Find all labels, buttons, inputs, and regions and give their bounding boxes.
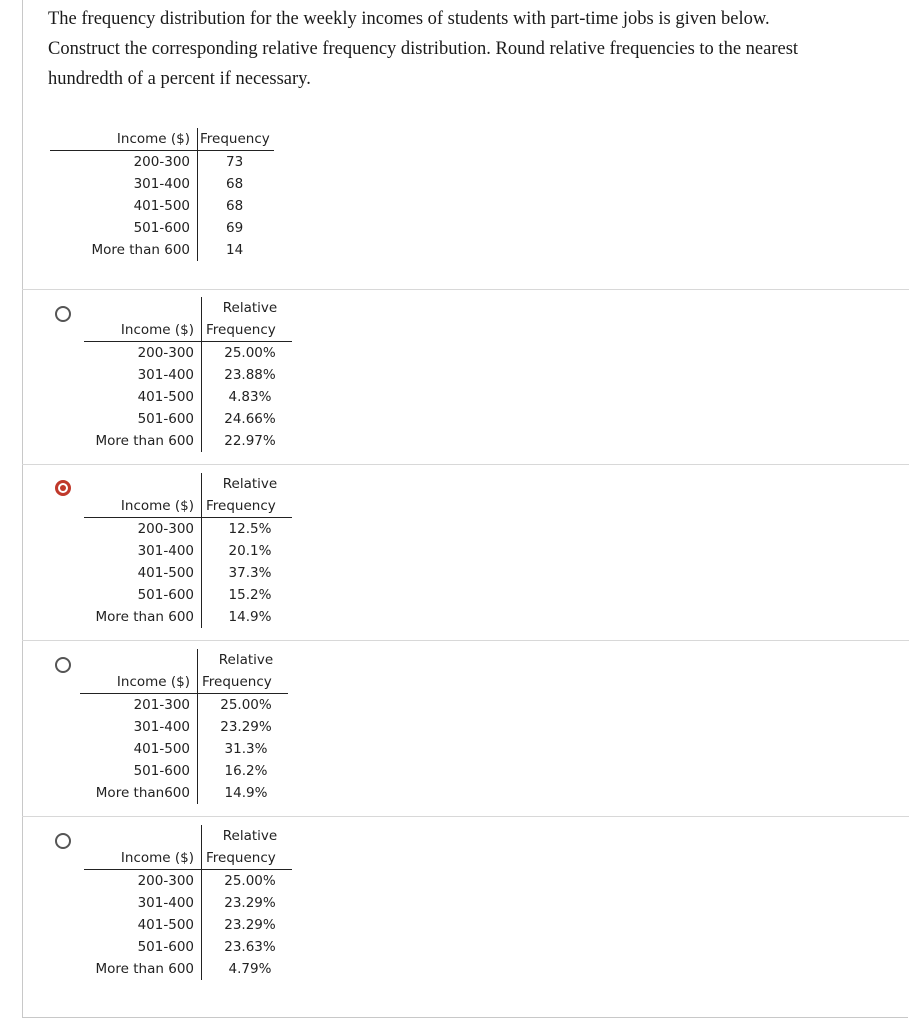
income-cell: 401-500	[84, 914, 202, 936]
relative-frequency-cell: 14.9%	[228, 609, 272, 625]
relative-frequency-cell: 15.2%	[228, 587, 272, 603]
table-row	[84, 892, 292, 914]
income-cell: 301-400	[84, 364, 202, 386]
relative-header: Relative	[222, 828, 278, 844]
relative-header: Relative	[218, 652, 274, 668]
income-cell: 401-500	[84, 386, 202, 408]
option-d-table[interactable]	[84, 825, 292, 980]
income-cell: 200-300	[50, 151, 198, 174]
header-spacer	[84, 825, 202, 847]
relative-frequency-cell: 23.29%	[220, 719, 272, 735]
table-row	[84, 386, 292, 408]
relative-frequency-cell: 37.3%	[228, 565, 272, 581]
table-row	[50, 151, 274, 174]
frequency-header: Frequency	[202, 847, 293, 870]
question-line-2: Construct the corresponding relative frequency distribution. Round relative frequencies to the nearest	[48, 39, 799, 59]
income-cell: 501-600	[84, 584, 202, 606]
relative-frequency-cell: 25.00%	[224, 345, 276, 361]
header-spacer	[84, 297, 202, 319]
option-c-table[interactable]	[80, 649, 288, 804]
frequency-header: Frequency	[198, 671, 289, 694]
divider	[22, 816, 909, 817]
table-row	[50, 239, 274, 261]
frequency-header: Frequency	[202, 319, 293, 342]
table-row	[84, 606, 292, 628]
option-a-table[interactable]	[84, 297, 292, 452]
frequency-cell: 14	[226, 242, 244, 258]
table-row	[50, 217, 274, 239]
relative-frequency-cell: 25.00%	[220, 697, 272, 713]
income-cell: More than 600	[84, 958, 202, 980]
income-cell: 200-300	[84, 518, 202, 541]
table-row	[84, 408, 292, 430]
income-header: Income ($)	[50, 128, 198, 151]
income-header: Income ($)	[80, 671, 198, 694]
income-cell: 301-400	[50, 173, 198, 195]
income-cell: 301-400	[84, 892, 202, 914]
option-b-table[interactable]	[84, 473, 292, 628]
relative-frequency-cell: 16.2%	[224, 763, 268, 779]
table-row	[84, 430, 292, 452]
income-cell: 201-300	[80, 694, 198, 717]
frequency-header: Frequency	[202, 495, 293, 518]
table-row	[50, 195, 274, 217]
income-cell: More than 600	[84, 606, 202, 628]
relative-frequency-cell: 24.66%	[224, 411, 276, 427]
question-prompt	[48, 4, 898, 94]
table-row	[84, 870, 292, 893]
income-cell: More than600	[80, 782, 198, 804]
table-row	[80, 716, 288, 738]
relative-frequency-cell: 12.5%	[228, 521, 272, 537]
relative-frequency-cell: 20.1%	[228, 543, 272, 559]
table-row	[80, 782, 288, 804]
relative-frequency-cell: 31.3%	[224, 741, 268, 757]
frequency-cell: 68	[226, 198, 244, 214]
table-row	[84, 518, 292, 541]
option-b-radio[interactable]	[55, 480, 71, 496]
frequency-cell: 73	[226, 154, 244, 170]
income-cell: 401-500	[80, 738, 198, 760]
table-row	[84, 914, 292, 936]
income-cell: 401-500	[84, 562, 202, 584]
frequency-cell: 68	[226, 176, 244, 192]
relative-header: Relative	[222, 476, 278, 492]
relative-frequency-cell: 4.79%	[228, 961, 272, 977]
header-spacer	[80, 649, 198, 671]
table-row	[84, 584, 292, 606]
divider	[22, 640, 909, 641]
frequency-header: Frequency	[198, 128, 275, 151]
relative-frequency-cell: 23.29%	[224, 917, 276, 933]
income-cell: More than 600	[50, 239, 198, 261]
frequency-cell: 69	[226, 220, 244, 236]
income-cell: 301-400	[80, 716, 198, 738]
table-row	[84, 540, 292, 562]
relative-frequency-cell: 4.83%	[228, 389, 272, 405]
header-spacer	[84, 473, 202, 495]
relative-frequency-cell: 23.88%	[224, 367, 276, 383]
table-row	[50, 173, 274, 195]
relative-frequency-cell: 23.63%	[224, 939, 276, 955]
relative-frequency-cell: 23.29%	[224, 895, 276, 911]
income-header: Income ($)	[84, 495, 202, 518]
income-cell: 401-500	[50, 195, 198, 217]
table-row	[84, 562, 292, 584]
income-cell: More than 600	[84, 430, 202, 452]
table-row	[84, 936, 292, 958]
table-row	[80, 760, 288, 782]
income-cell: 501-600	[80, 760, 198, 782]
divider	[22, 289, 909, 290]
income-header: Income ($)	[84, 847, 202, 870]
divider	[22, 464, 909, 465]
income-cell: 501-600	[84, 936, 202, 958]
relative-frequency-cell: 22.97%	[224, 433, 276, 449]
relative-frequency-cell: 14.9%	[224, 785, 268, 801]
income-header: Income ($)	[84, 319, 202, 342]
relative-header: Relative	[222, 300, 278, 316]
question-line-3: hundredth of a percent if necessary.	[48, 69, 311, 89]
income-cell: 200-300	[84, 342, 202, 365]
table-row	[84, 342, 292, 365]
table-row	[80, 694, 288, 717]
income-cell: 501-600	[84, 408, 202, 430]
table-row	[84, 364, 292, 386]
table-row	[80, 738, 288, 760]
option-d-radio[interactable]	[55, 833, 71, 849]
income-cell: 301-400	[84, 540, 202, 562]
table-row	[84, 958, 292, 980]
relative-frequency-cell: 25.00%	[224, 873, 276, 889]
option-c-radio[interactable]	[55, 657, 71, 673]
option-a-radio[interactable]	[55, 306, 71, 322]
income-cell: 501-600	[50, 217, 198, 239]
question-line-1: The frequency distribution for the weekly incomes of students with part-time jobs is given below.	[48, 9, 770, 29]
income-cell: 200-300	[84, 870, 202, 893]
given-frequency-table	[50, 128, 274, 261]
